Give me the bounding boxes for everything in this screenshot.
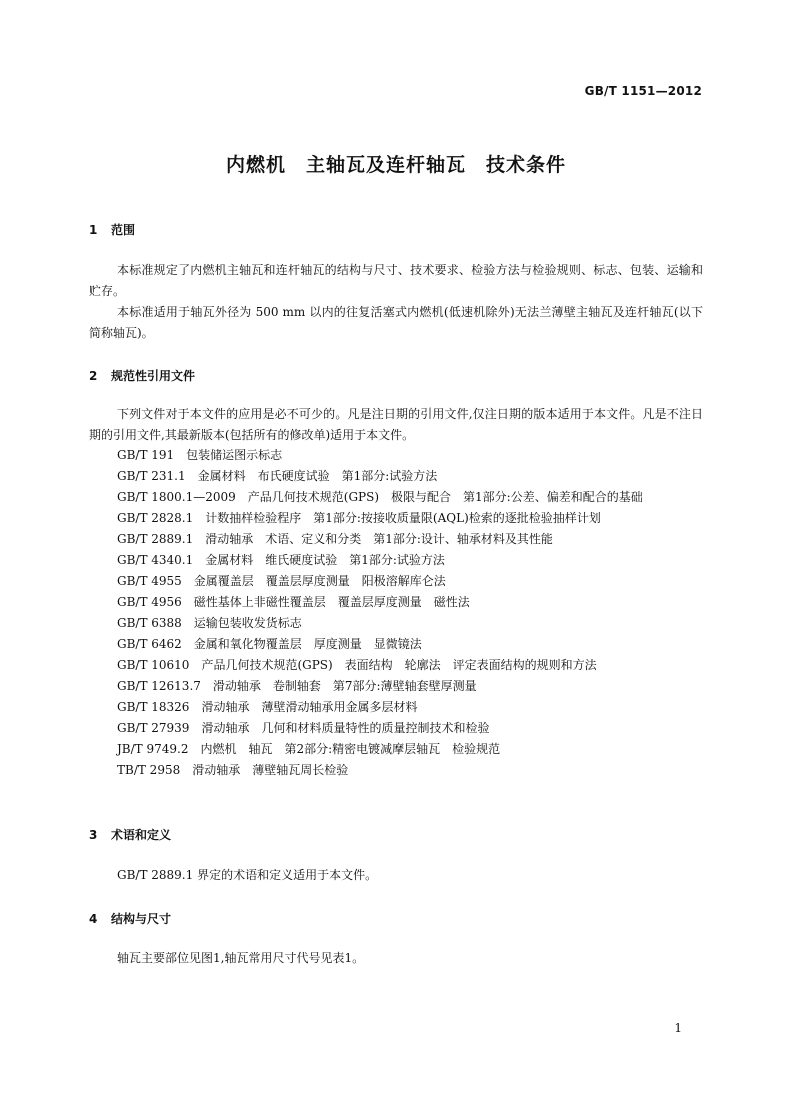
section-3-paragraph-1: GB/T 2889.1 界定的术语和定义适用于本文件。: [117, 868, 378, 882]
reference-item: GB/T 4955 金属覆盖层 覆盖层厚度测量 阳极溶解库仑法: [117, 574, 446, 588]
reference-item: GB/T 231.1 金属材料 布氏硬度试验 第1部分:试验方法: [117, 469, 438, 483]
reference-item: GB/T 18326 滑动轴承 薄壁滑动轴承用金属多层材料: [117, 700, 418, 714]
section-2-paragraph-1: 下列文件对于本文件的应用是必不可少的。凡是注日期的引用文件,仅注日期的版本适用于本文件。凡是不注日期的引用文件,其最新版本(包括所有的修改单)适用于本文件。: [89, 407, 703, 442]
section-number: 2: [89, 369, 98, 383]
reference-item: GB/T 12613.7 滑动轴承 卷制轴套 第7部分:薄壁轴套壁厚测量: [117, 679, 477, 693]
reference-item: GB/T 6388 运输包装收发货标志: [117, 616, 302, 630]
reference-item: JB/T 9749.2 内燃机 轴瓦 第2部分:精密电镀减摩层轴瓦 检验规范: [117, 742, 501, 756]
reference-item: TB/T 2958 滑动轴承 薄壁轴瓦周长检验: [117, 763, 349, 777]
section-1-paragraph-1: 本标准规定了内燃机主轴瓦和连杆轴瓦的结构与尺寸、技术要求、检验方法与检验规则、标志、包装、运输和贮存。: [89, 263, 703, 298]
section-title: 规范性引用文件: [111, 369, 196, 383]
normative-references-list: [89, 445, 703, 781]
reference-item: GB/T 10610 产品几何技术规范(GPS) 表面结构 轮廓法 评定表面结构的规则和方法: [117, 658, 597, 672]
section-1-paragraph-2: 本标准适用于轴瓦外径为 500 mm 以内的往复活塞式内燃机(低速机除外)无法兰薄壁主轴瓦及连杆轴瓦(以下简称轴瓦)。: [89, 305, 703, 340]
reference-item: GB/T 1800.1—2009 产品几何技术规范(GPS) 极限与配合 第1部分:公差、偏差和配合的基础: [117, 490, 643, 504]
section-title: 术语和定义: [111, 828, 172, 842]
section-1-heading: [89, 221, 135, 238]
section-4-heading: [89, 910, 171, 927]
document-title: 内燃机 主轴瓦及连杆轴瓦 技术条件: [225, 154, 566, 176]
standard-code: GB/T 1151—2012: [584, 84, 702, 98]
reference-item: GB/T 191 包装储运图示标志: [117, 448, 283, 462]
section-number: 3: [89, 828, 98, 842]
reference-item: GB/T 6462 金属和氧化物覆盖层 厚度测量 显微镜法: [117, 637, 422, 651]
reference-item: GB/T 27939 滑动轴承 几何和材料质量特性的质量控制技术和检验: [117, 721, 490, 735]
reference-item: GB/T 4956 磁性基体上非磁性覆盖层 覆盖层厚度测量 磁性法: [117, 595, 470, 609]
section-3-heading: [89, 826, 171, 843]
reference-item: GB/T 2889.1 滑动轴承 术语、定义和分类 第1部分:设计、轴承材料及其性能: [117, 532, 553, 546]
reference-item: GB/T 2828.1 计数抽样检验程序 第1部分:按接收质量限(AQL)检索的逐批检验抽样计划: [117, 511, 601, 525]
section-title: 范围: [111, 223, 136, 237]
section-4-paragraph-1: 轴瓦主要部位见图1,轴瓦常用尺寸代号见表1。: [117, 951, 365, 965]
reference-item: GB/T 4340.1 金属材料 维氏硬度试验 第1部分:试验方法: [117, 553, 445, 567]
section-2-heading: [89, 367, 195, 384]
section-number: 4: [89, 912, 98, 926]
section-number: 1: [89, 223, 98, 237]
page-number: 1: [674, 1021, 682, 1035]
section-title: 结构与尺寸: [111, 912, 172, 926]
